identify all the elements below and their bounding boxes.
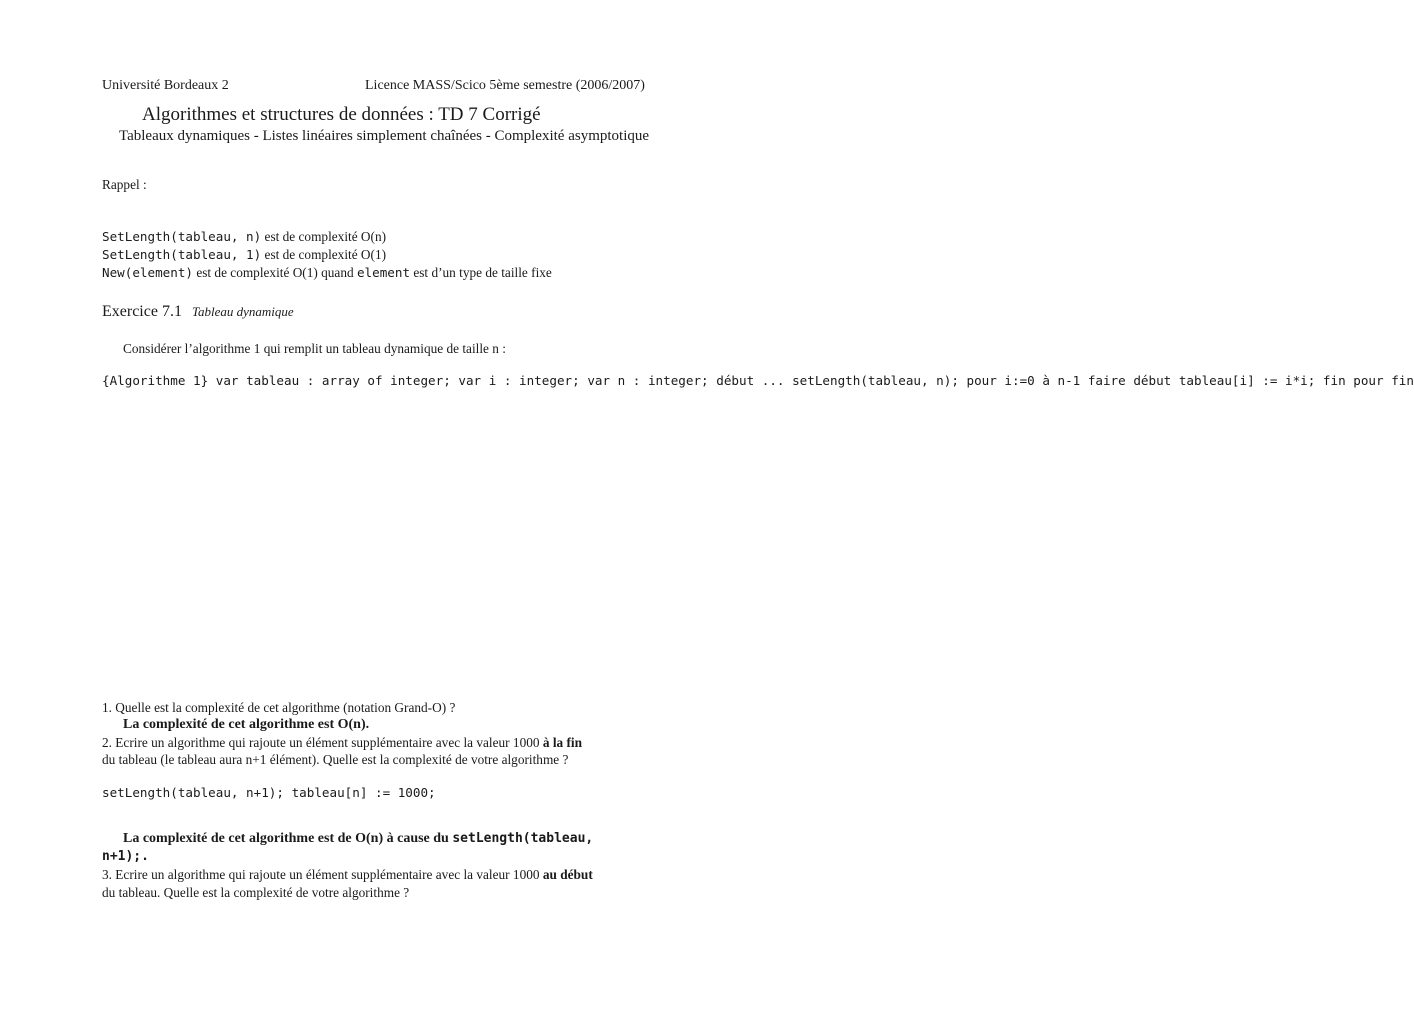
code-line: var n : integer;	[587, 373, 709, 388]
question-2-line-1	[102, 735, 582, 751]
code-line: fin pour	[1322, 373, 1384, 388]
code-line: {Algorithme 1}	[102, 373, 209, 388]
document-subtitle: Tableaux dynamiques - Listes linéaires simplement chaînées - Complexité asymptotique	[118, 128, 650, 144]
rappel-text-end: est d’un type de taille fixe	[410, 265, 552, 280]
question-3-text: 3. Ecrire un algorithme qui rajoute un élément supplémentaire avec la valeur 1000	[102, 867, 543, 882]
rappel-line-2	[102, 247, 386, 263]
answer-2-code-block	[102, 784, 436, 801]
rappel-text: est de complexité O(1) quand	[193, 265, 357, 280]
rappel-text: est de complexité O(n)	[261, 229, 387, 244]
code-line: var tableau : array of integer;	[215, 373, 451, 388]
algorithm-code-block	[102, 372, 1414, 389]
question-3-emphasis: au début	[542, 867, 593, 882]
code-line: pour i:=0 à n-1 faire	[966, 373, 1126, 388]
document-title: Algorithmes et structures de données : TD 7 Corrigé	[142, 104, 541, 125]
code-line: var i : integer;	[458, 373, 580, 388]
answer-2-line-2: n+1);.	[102, 849, 149, 864]
code-line: ...	[761, 373, 785, 388]
rappel-label: Rappel :	[102, 177, 147, 192]
header-course: Licence MASS/Scico 5ème semestre (2006/2007)	[365, 78, 645, 93]
question-2-text: 2. Ecrire un algorithme qui rajoute un élément supplémentaire avec la valeur 1000	[102, 735, 543, 750]
code-line: setLength(tableau, n);	[792, 373, 959, 388]
question-2-line-2: du tableau (le tableau aura n+1 élément). Quelle est la complexité de votre algorithme ?	[102, 752, 569, 767]
exercise-title: Exercice 7.1	[102, 303, 182, 320]
answer-2-text: La complexité de cet algorithme est de O(n) à cause du	[123, 831, 453, 846]
code-line: fin	[1391, 373, 1414, 388]
exercise-intro: Considérer l’algorithme 1 qui remplit un tableau dynamique de taille n :	[123, 341, 506, 356]
rappel-text: est de complexité O(1)	[261, 247, 387, 262]
rappel-line-1	[102, 229, 386, 245]
exercise-heading	[102, 303, 294, 321]
header-university: Université Bordeaux 2	[102, 78, 229, 93]
question-2-emphasis: à la fin	[542, 735, 583, 750]
rappel-line-3	[102, 265, 552, 281]
rappel-code: SetLength(tableau, 1)	[102, 247, 262, 262]
rappel-code: SetLength(tableau, n)	[102, 229, 262, 244]
code-line: début	[716, 373, 755, 388]
code-line: tableau[n] := 1000;	[291, 785, 436, 800]
question-3-line-2: du tableau. Quelle est la complexité de votre algorithme ?	[102, 885, 410, 900]
rappel-code: New(element)	[102, 265, 193, 280]
question-3-line-1	[102, 867, 593, 883]
code-line: début	[1133, 373, 1172, 388]
answer-1: La complexité de cet algorithme est O(n).	[123, 717, 370, 732]
code-line: setLength(tableau, n+1);	[102, 785, 284, 800]
answer-2-line-1	[123, 831, 593, 847]
exercise-subtitle: Tableau dynamique	[191, 304, 294, 319]
answer-2-code: setLength(tableau,	[452, 831, 594, 846]
question-1: 1. Quelle est la complexité de cet algorithme (notation Grand-O) ?	[102, 700, 456, 715]
code-line: tableau[i] := i*i;	[1178, 373, 1316, 388]
rappel-code-element: element	[356, 265, 411, 280]
